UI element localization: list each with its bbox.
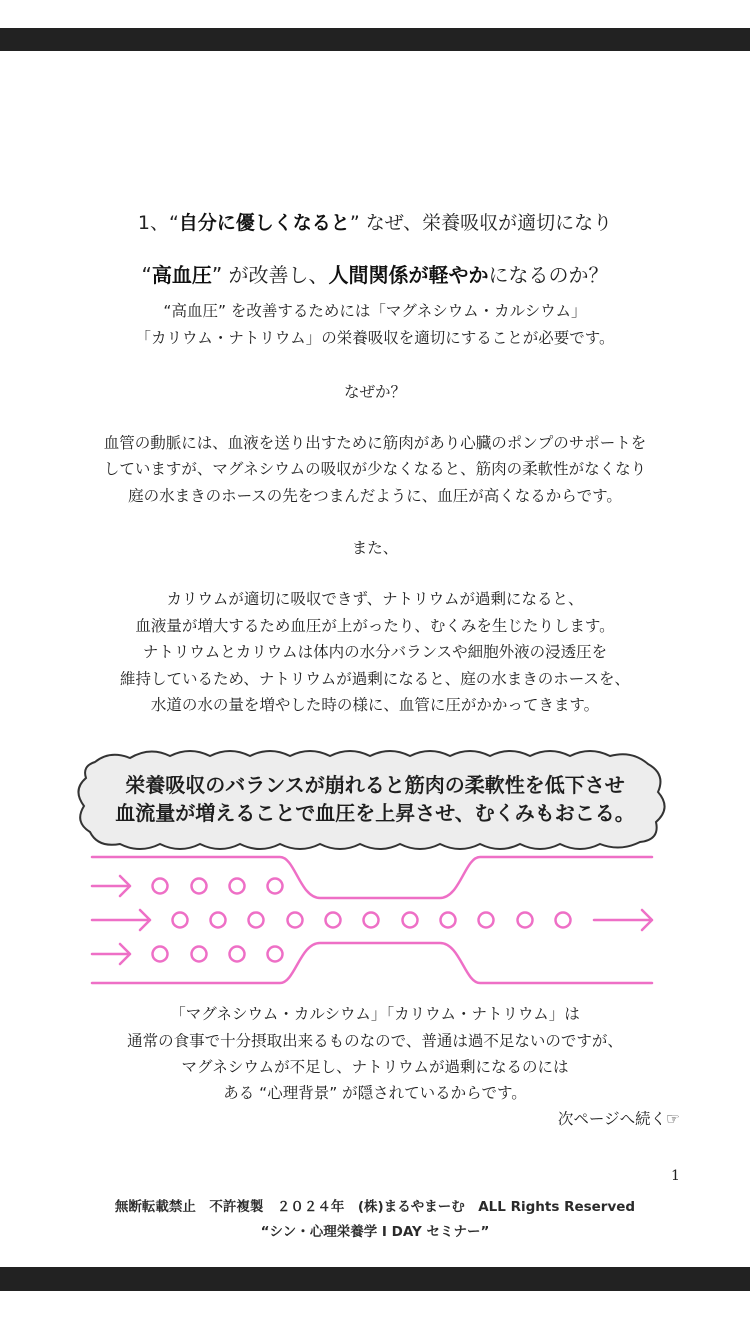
heading-suffix: ” なぜ、栄養吸収が適切になり xyxy=(349,212,613,234)
para1-line: していますが、マグネシウムの吸収が少なくなると、筋肉の柔軟性がなくなり xyxy=(103,460,647,478)
vessel-bottom-wall xyxy=(92,943,652,983)
continue-next-page: 次ページへ続く☞ xyxy=(557,1110,680,1128)
heading-line-2 xyxy=(0,259,750,288)
blood-cell-icon xyxy=(268,879,283,894)
arrow-right-icon xyxy=(92,876,130,896)
para2-line: 維持しているため、ナトリウムが過剰になると、庭の水まきのホースを、 xyxy=(120,670,630,688)
why-text: なぜか？ xyxy=(343,383,406,401)
intro-line: “高血圧” を改善するためには「マグネシウム・カルシウム」 xyxy=(163,302,587,320)
callout-line: 血流量が増えることで血圧を上昇させ、むくみもおこる。 xyxy=(115,801,635,825)
also-text: また、 xyxy=(351,539,399,557)
arrow-right-icon xyxy=(594,910,652,930)
heading2-open-quote: “ xyxy=(141,263,152,287)
para2-line: ナトリウムとカリウムは体内の水分バランスや細胞外液の浸透圧を xyxy=(142,643,608,661)
blood-cell-icon xyxy=(556,913,571,928)
blood-cell-icon xyxy=(192,947,207,962)
heading-bold-1: 自分に優しくなると xyxy=(178,212,350,234)
blood-cell-icon xyxy=(326,913,341,928)
footer-seminar-title: “シン・心理栄養学 I DAY セミナー” xyxy=(260,1224,490,1240)
heading2-suffix: になるのか？ xyxy=(488,263,609,287)
blood-cell-icon xyxy=(192,879,207,894)
bottom-bar xyxy=(0,1267,750,1291)
blood-cell-icon xyxy=(211,913,226,928)
para3-line: マグネシウムが不足し、ナトリウムが過剰になるのには xyxy=(181,1058,569,1076)
para3-line: ある “心理背景” が隠されているからです。 xyxy=(223,1084,527,1102)
blood-cell-icon xyxy=(479,913,494,928)
blood-cell-icon xyxy=(518,913,533,928)
blood-cell-icon xyxy=(230,947,245,962)
arrow-right-icon xyxy=(92,910,150,930)
footer-copyright: 無断転載禁止 不許複製 ２０２４年 (株)まるやまーむ ALL Rights Reserved xyxy=(114,1199,636,1215)
para2-line: 血液量が増大するため血圧が上がったり、むくみを生じたりします。 xyxy=(135,617,615,635)
arrow-right-icon xyxy=(92,944,130,964)
para3-line: 通常の食事で十分摂取出来るものなので、普通は過不足ないのですが、 xyxy=(127,1032,623,1050)
blood-cell-icon xyxy=(403,913,418,928)
blood-cell-icon xyxy=(173,913,188,928)
heading-line-1 xyxy=(0,208,750,235)
heading-prefix: 1、“ xyxy=(137,212,179,234)
blood-cell-icon xyxy=(288,913,303,928)
para2-line: 水道の水の量を増やした時の様に、血管に圧がかかってきます。 xyxy=(150,696,600,714)
blood-cell-icon xyxy=(249,913,264,928)
blood-cell-icon xyxy=(153,947,168,962)
heading2-mid: ” が改善し、 xyxy=(211,263,329,287)
callout-line: 栄養吸収のバランスが崩れると筋肉の柔軟性を低下させ xyxy=(125,773,625,797)
para2-line: カリウムが適切に吸収できず、ナトリウムが過剰になると、 xyxy=(166,590,584,608)
top-bar xyxy=(0,28,750,51)
intro-line: 「カリウム・ナトリウム」の栄養吸収を適切にすることが必要です。 xyxy=(135,329,615,347)
para3-line: 「マグネシウム・カルシウム」「カリウム・ナトリウム」は xyxy=(170,1005,580,1023)
page-number: 1 xyxy=(671,1168,680,1184)
heading2-bold-2: 人間関係が軽やか xyxy=(328,263,489,287)
blood-cell-icon xyxy=(364,913,379,928)
blood-cell-icon xyxy=(441,913,456,928)
blood-cell-icon xyxy=(230,879,245,894)
para1-line: 庭の水まきのホースの先をつまんだように、血圧が高くなるからです。 xyxy=(128,487,622,505)
vessel-top-wall xyxy=(92,857,652,898)
para1-line: 血管の動脈には、血液を送り出すために筋肉があり心臓のポンプのサポートを xyxy=(103,434,647,452)
blood-vessel-diagram xyxy=(0,848,750,988)
heading2-bold-1: 高血圧 xyxy=(151,263,212,287)
blood-cell-icon xyxy=(268,947,283,962)
blood-cell-icon xyxy=(153,879,168,894)
